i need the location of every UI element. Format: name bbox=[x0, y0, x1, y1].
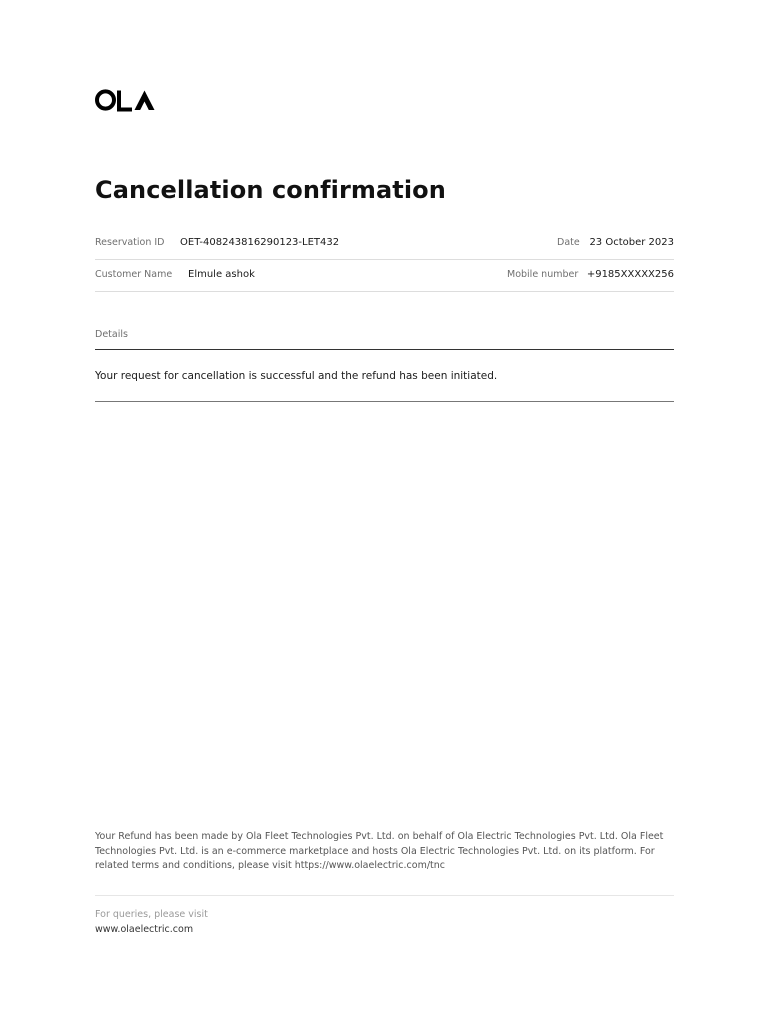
refund-disclaimer: Your Refund has been made by Ola Fleet Technologies Pvt. Ltd. on behalf of Ola Electric Technologies Pvt. Ltd. Ola Fleet Technologies Pvt. Ltd. is an e-commerce marketplace and hosts Ola Electric Technologies Pvt. Ltd. on its platform. For related terms and conditions, please visit https://www.olaelectric.com/tnc bbox=[95, 831, 664, 871]
reservation-id-value: OET-408243816290123-LET432 bbox=[180, 237, 340, 248]
queries-label: For queries, please visit bbox=[95, 909, 208, 920]
mobile-number-value: +9185XXXXX256 bbox=[586, 269, 674, 280]
date-value: 23 October 2023 bbox=[589, 237, 674, 248]
reservation-row bbox=[95, 226, 674, 260]
details-message: Your request for cancellation is successful and the refund has been initiated. bbox=[95, 370, 498, 382]
customer-name-label: Customer Name bbox=[95, 269, 173, 280]
ola-logo bbox=[95, 88, 157, 112]
details-top-divider bbox=[95, 349, 674, 350]
date-label: Date bbox=[557, 237, 580, 248]
footer-divider bbox=[95, 895, 674, 896]
details-heading: Details bbox=[95, 329, 128, 340]
reservation-id-label: Reservation ID bbox=[95, 237, 165, 248]
page-title: Cancellation confirmation bbox=[95, 176, 446, 204]
customer-name-value: Elmule ashok bbox=[188, 269, 255, 280]
cancellation-document bbox=[95, 0, 674, 1024]
customer-row bbox=[95, 258, 674, 292]
details-bottom-divider bbox=[95, 401, 674, 402]
support-website-link[interactable]: www.olaelectric.com bbox=[95, 924, 194, 935]
mobile-number-label: Mobile number bbox=[507, 269, 579, 280]
